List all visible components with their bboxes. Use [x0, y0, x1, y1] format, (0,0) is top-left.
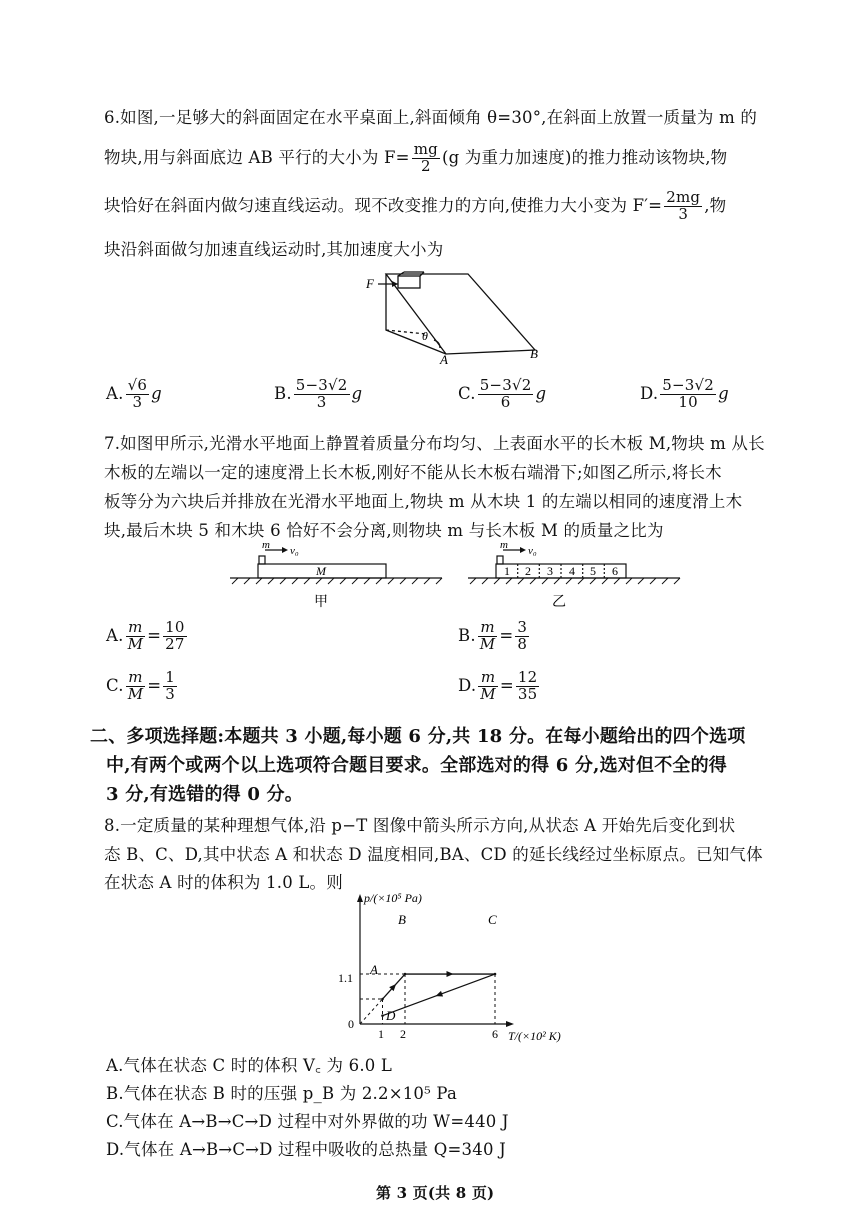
point-label-C: C	[488, 912, 497, 927]
state-point-A	[381, 998, 384, 1001]
q6-option-b: B. $\frac{5-3√2}{3}$ g	[274, 376, 363, 411]
q7-option-a: A. $\frac{m}{M}$ = $\frac{10}{27}$	[106, 618, 185, 653]
q6-line3	[104, 190, 726, 223]
board-pieces	[496, 564, 626, 578]
q8-line1: 8.一定质量的某种理想气体,沿 p−T 图像中箭头所示方向,从状态 A 开始先后变化到状	[104, 816, 736, 835]
q6-option-a: A. $\frac{√6}{3}$ g	[106, 376, 162, 411]
origin-label: 0	[348, 1017, 354, 1031]
x-tick-2: 2	[400, 1027, 406, 1041]
y-axis-label: p/(×10⁵ Pa)	[364, 891, 422, 905]
label-v0-jia: v₀	[290, 545, 299, 557]
block-m-yi	[497, 556, 503, 564]
caption-jia: 甲	[314, 595, 328, 610]
q6-option-d: D. $\frac{5-3√2}{10}$ g	[640, 376, 729, 411]
q7-line3: 板等分为六块后并排放在光滑水平地面上,物块 m 从木块 1 的左端以相同的速度滑上木	[104, 492, 743, 511]
q6-line1: 6.如图,一足够大的斜面固定在水平桌面上,斜面倾角 θ=30°,在斜面上放置一质量为 m 的	[104, 108, 758, 127]
q7-line1: 7.如图甲所示,光滑水平地面上静置着质量分布均匀、上表面水平的长木板 M,物块 m 从长	[104, 434, 765, 453]
q6-line2b: (g 为重力加速度)的推力推动该物块,物	[441, 147, 728, 167]
arrow-B-C	[447, 971, 454, 977]
label-v0-yi: v₀	[528, 545, 537, 557]
state-point-D	[381, 1014, 384, 1017]
state-point-C	[494, 973, 497, 976]
q7-line2: 木板的左端以一定的速度滑上长木板,刚好不能从长木板右端滑下;如图乙所示,将长木	[104, 463, 722, 482]
section2-line1: 二、多项选择题:本题共 3 小题,每小题 6 分,共 18 分。在每小题给出的四个选项	[90, 726, 746, 747]
q8-option-d: D.气体在 A→B→C→D 过程中吸收的总热量 Q=340 J	[106, 1140, 506, 1159]
section2-line3: 3 分,有选错的得 0 分。	[106, 784, 303, 805]
block-label-1: 1	[504, 564, 510, 578]
block-label-3: 3	[547, 564, 553, 578]
block-label-2: 2	[525, 564, 531, 578]
state-point-B	[404, 973, 407, 976]
label-B: B	[530, 346, 538, 361]
x-axis-label: T/(×10² K)	[508, 1029, 561, 1043]
incline-figure	[360, 262, 560, 367]
p-T-chart	[330, 890, 580, 1050]
q8-line2: 态 B、C、D,其中状态 A 和状态 D 温度相同,BA、CD 的延长线经过坐标原点。已知气体	[104, 845, 763, 864]
q8-line3: 在状态 A 时的体积为 1.0 L。则	[104, 873, 343, 892]
point-label-B: B	[398, 912, 406, 927]
block-label-6: 6	[612, 564, 618, 578]
section2-line2: 中,有两个或两个以上选项符合题目要求。全部选对的得 6 分,选对但不全的得	[106, 755, 727, 776]
point-label-A: A	[370, 962, 378, 977]
q7-line4: 块,最后木块 5 和木块 6 恰好不会分离,则物块 m 与长木板 M 的质量之比为	[104, 521, 664, 540]
page-number: 第 3 页(共 8 页)	[376, 1184, 495, 1202]
x-tick-1: 1	[378, 1027, 384, 1041]
q6-line4: 块沿斜面做匀加速直线运动时,其加速度大小为	[104, 240, 444, 259]
q8-option-c: C.气体在 A→B→C→D 过程中对外界做的功 W=440 J	[106, 1112, 509, 1131]
dashed-origin-to-A	[360, 999, 383, 1024]
label-M: M	[316, 564, 326, 578]
q7-option-b: B. $\frac{m}{M}$ = $\frac{3}{8}$	[458, 618, 528, 653]
incline-top-face	[386, 274, 535, 354]
q6-force-fraction: $\frac{mg}{2}$	[413, 140, 438, 175]
block	[398, 276, 420, 288]
label-m-jia: m	[262, 540, 270, 551]
y-tick-1-1: 1.1	[338, 971, 353, 985]
q6-line2	[104, 142, 727, 175]
x-tick-6: 6	[492, 1027, 498, 1041]
label-m-yi: m	[500, 540, 508, 551]
arrow-C-D	[435, 991, 443, 997]
label-F: F	[366, 276, 374, 291]
label-theta: θ	[422, 329, 428, 343]
label-A: A	[440, 352, 448, 367]
board-figures	[228, 540, 688, 620]
q8-option-b: B.气体在状态 B 时的压强 p_B 为 2.2×10⁵ Pa	[106, 1084, 457, 1103]
block-label-4: 4	[569, 564, 575, 578]
q8-option-a: A.气体在状态 C 时的体积 V꜀ 为 6.0 L	[106, 1056, 393, 1075]
q7-option-d: D. $\frac{m}{M}$ = $\frac{12}{35}$	[458, 668, 538, 703]
point-label-D: D	[386, 1008, 396, 1023]
block-m-jia	[259, 556, 265, 564]
q6-option-c: C. $\frac{5-3√2}{6}$ g	[458, 376, 547, 411]
block-label-5: 5	[590, 564, 596, 578]
q6-new-force-fraction: $\frac{2mg}{3}$	[666, 188, 701, 223]
q6-line3b: ,物	[704, 195, 727, 215]
q7-option-c: C. $\frac{m}{M}$ = $\frac{1}{3}$	[106, 668, 176, 703]
q6-line3a: 块恰好在斜面内做匀速直线运动。现不改变推力的方向,使推力大小变为 F′=	[104, 195, 663, 215]
q6-line2a: 物块,用与斜面底边 AB 平行的大小为 F=	[104, 147, 410, 167]
caption-yi: 乙	[552, 595, 566, 610]
